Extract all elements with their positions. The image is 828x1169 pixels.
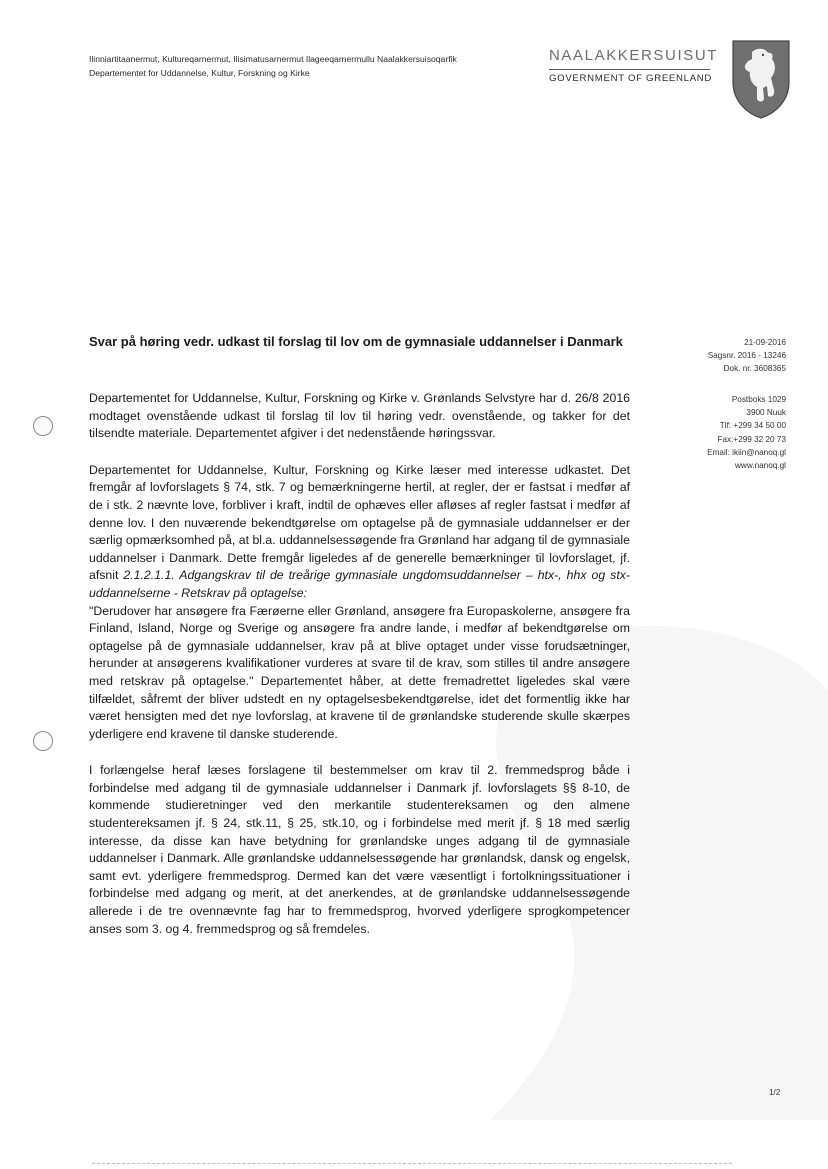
letterhead-divider bbox=[549, 69, 710, 70]
punch-hole-lower bbox=[33, 731, 53, 751]
website: www.nanoq.gl bbox=[735, 461, 786, 471]
po-box: Postboks 1029 bbox=[731, 395, 786, 404]
letter-body bbox=[89, 390, 630, 957]
polar-bear-crest-icon bbox=[730, 38, 792, 120]
paragraph-languages: I forlængelse heraf læses forslagene til bestemmelser om krav til 2. fremmedsprog både i forbindelse med adgang til de gymnasiale uddannelser i Danmark jf. lovforslagets §§ 8-10, de kommende studieretninger ved den merkantile studentereksamen og den almene studentereksamen jf. § 24, stk.11, § 25, stk.10, og i forbindelse med merit jf. § 18 med særlig interesse, da disse kan have betydning for grønlandske unges adgang til de gymnasiale uddannelser i Danmark. Alle grønlandske uddannelsessøgende har grønlandsk, dansk og engelsk, samt evt. yderligere fremmedsprog. Dermed kan det være væsentligt i fortolkningssituationer i forbindelse med adgang og merit, at det anerkendes, at de grønlandske uddannelsessøgende allerede i de tre ovennævnte fag har to fremmedsprog, hvorved yderligere sprogkompetencer anses som 3. og 4. fremmedsprog og så fremdeles. bbox=[89, 763, 630, 936]
section-reference: 2.1.2.1.1. Adgangskrav til de treårige gymnasiale ungdomsuddannelser – htx-, hhx og stx-uddannelserne - Retskrav på optagelse: bbox=[89, 568, 630, 600]
phone: Tlf: +299 34 50 00 bbox=[719, 421, 786, 431]
paragraph-admission-text: Departementet for Uddannelse, Kultur, Forskning og Kirke læser med interesse udkastet. Det fremgår af lovforslagets § 74, stk. 7 og bemærkningerne hertil, at regler, der er fastsat i medfør af de i stk. 2 nævnte love, forbliver i kraft, indtil de ophæves eller afløses af regler fastsat i medfør af denne lov. I den nuværende bekendtgørelse om optagelse på de gymnasiale uddannelser er der særlig opmærksomhed på, at bl.a. uddannelsessøgende fra Grønland har adgang til de gymnasiale uddannelser i Danmark. Dette fremgår ligeledes af de generelle bemærkninger til lovforslaget, jf. afsnit bbox=[89, 462, 630, 583]
government-english-name: GOVERNMENT OF GREENLAND bbox=[549, 73, 713, 84]
document-title: Svar på høring vedr. udkast til forslag til lov om de gymnasiale uddannelser i Danmark bbox=[89, 334, 623, 349]
document-number: Dok. nr. 3608365 bbox=[723, 364, 786, 373]
page-number: 1/2 bbox=[769, 1088, 781, 1097]
document-date: 21-09-2016 bbox=[744, 338, 786, 347]
city: 3900 Nuuk bbox=[746, 408, 786, 418]
department-name-greenlandic: Ilinniartitaanermut, Kultureqarnermut, Ilisimatusarnermut Ilageeqarnermullu Naalakkersuisoqarfik bbox=[89, 54, 457, 64]
fax: Fax:+299 32 20 73 bbox=[717, 434, 786, 444]
department-name-danish: Departementet for Uddannelse, Kultur, Forskning og Kirke bbox=[89, 68, 310, 78]
department-header bbox=[89, 52, 457, 80]
paragraph-admission bbox=[89, 462, 630, 744]
contact-block bbox=[640, 393, 786, 472]
punch-hole-upper bbox=[33, 416, 53, 436]
paragraph-intro: Departementet for Uddannelse, Kultur, Forskning og Kirke v. Grønlands Selvstyre har d. 26/8 2016 modtaget ovenstående udkast til forslag til lov til høring vedr. ovenstående, og takker for det tilsendte materiale. Departementet afgiver i det nedenstående høringssvar. bbox=[89, 391, 630, 441]
government-name: NAALAKKERSUISUT bbox=[549, 47, 719, 64]
document-meta bbox=[640, 336, 786, 375]
bottom-edge-line bbox=[92, 1163, 732, 1164]
case-number: Sagsnr. 2016 - 13246 bbox=[707, 351, 786, 360]
email: Email: ikiin@nanoq.gl bbox=[707, 447, 786, 457]
law-quote: "Derudover har ansøgere fra Færøerne eller Grønland, ansøgere fra Europaskolerne, ansøgere fra Finland, Island, Norge og Sverige og ansøgere fra andre lande, i medfør af bekendtgørelse om optagelse på de gymnasiale uddannelser, krav på at blive optaget under visse forudsætninger, herunder at ansøgerens kvalifikationer vurderes at svare til de krav, som stilles til andre ansøgere med retskrav på optagelse." Departementet håber, at dette fremadrettet ligeledes skal være tilfældet, såfremt der bliver udstedt en ny optagelsesbekendtgørelse, idet det formentlig ikke har været hensigten med det nye lovforslag, at kravene til de grønlandske studerende skulle skærpes yderligere end kravene til danske studerende. bbox=[89, 603, 630, 741]
